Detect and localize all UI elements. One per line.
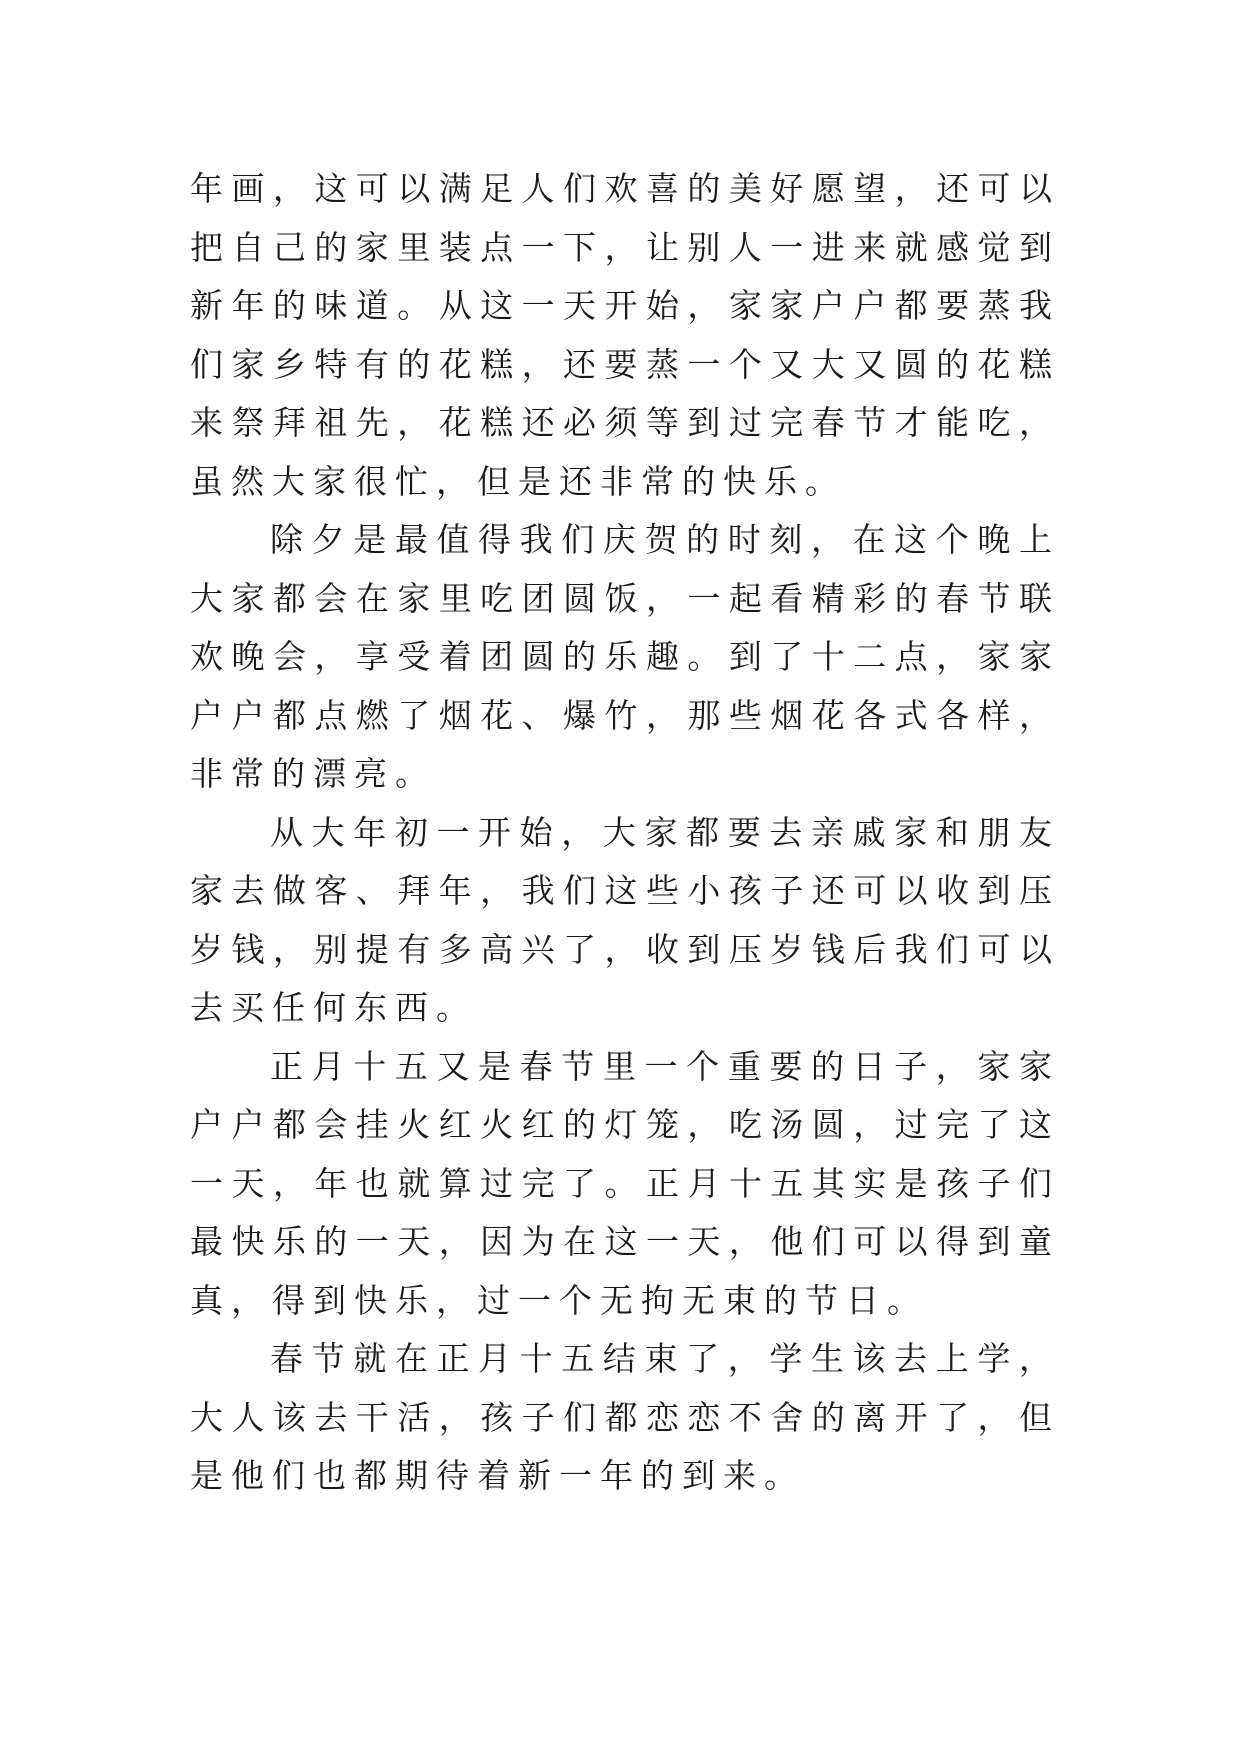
paragraph-3: 从大年初一开始，大家都要去亲戚家和朋友家去做客、拜年，我们这些小孩子还可以收到压岁钱，别提有多高兴了，收到压岁钱后我们可以去买任何东西。: [190, 812, 1060, 1027]
essay-body: [190, 160, 1060, 1506]
paragraph-5: 春节就在正月十五结束了，学生该去上学，大人该去干活，孩子们都恋恋不舍的离开了，但是他们也都期待着新一年的到来。: [190, 1339, 1060, 1495]
paragraph-1: 年画，这可以满足人们欢喜的美好愿望，还可以把自己的家里装点一下，让别人一进来就感觉到新年的味道。从这一天开始，家家户户都要蒸我们家乡特有的花糕，还要蒸一个又大又圆的花糕来祭拜祖先，花糕还必须等到过完春节才能吃，虽然大家很忙，但是还非常的快乐。: [190, 169, 1060, 501]
paragraph-2: 除夕是最值得我们庆贺的时刻，在这个晚上大家都会在家里吃团圆饭，一起看精彩的春节联欢晚会，享受着团圆的乐趣。到了十二点，家家户户都点燃了烟花、爆竹，那些烟花各式各样，非常的漂亮。: [190, 520, 1060, 793]
paragraph-4: 正月十五又是春节里一个重要的日子，家家户户都会挂火红火红的灯笼，吃汤圆，过完了这一天，年也就算过完了。正月十五其实是孩子们最快乐的一天，因为在这一天，他们可以得到童真，得到快乐，过一个无拘无束的节日。: [190, 1046, 1060, 1320]
